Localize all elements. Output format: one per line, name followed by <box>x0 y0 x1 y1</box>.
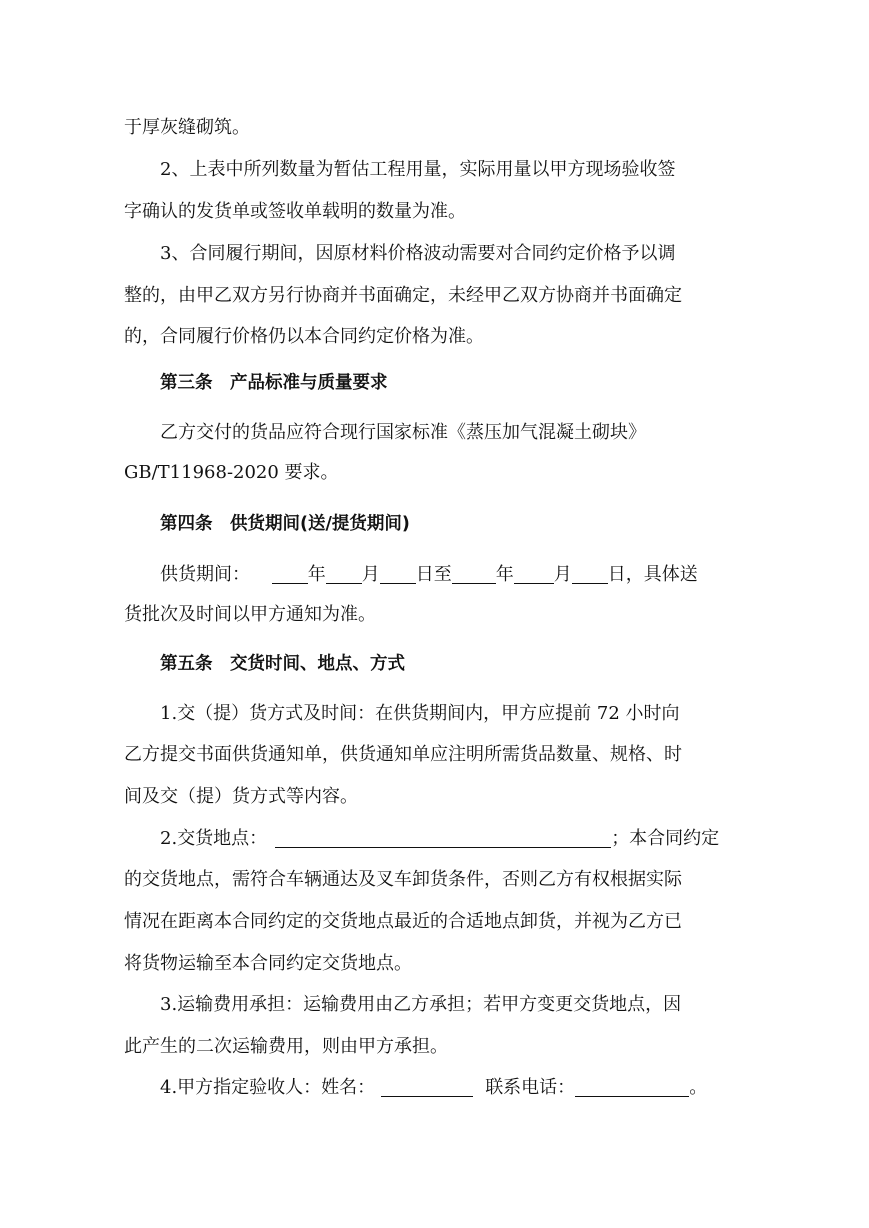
supply-period-label: 供货期间： <box>160 564 250 585</box>
year-unit: 年 <box>307 564 326 585</box>
inspector-line-end: 。 <box>689 1077 708 1098</box>
paragraph-line: 整的，由甲乙双方另行协商并书面确定，未经甲乙双方协商并书面确定 <box>124 285 682 306</box>
month-end-blank <box>514 565 554 584</box>
inspector-name-blank <box>381 1078 473 1097</box>
month-unit: 月 <box>361 564 380 585</box>
inspector-phone-blank <box>575 1078 689 1097</box>
supply-period-line <box>160 564 698 586</box>
delivery-place-line <box>160 828 719 850</box>
day-unit: 日至 <box>415 564 452 585</box>
paragraph-line: 情况在距离本合同约定的交货地点最近的合适地点卸货，并视为乙方已 <box>124 911 682 932</box>
paragraph-line: 乙方交付的货品应符合现行国家标准《蒸压加气混凝土砌块》 <box>160 422 646 443</box>
inspector-name-label: 4.甲方指定验收人：姓名： <box>160 1077 376 1098</box>
paragraph-line: 的，合同履行价格仍以本合同约定价格为准。 <box>124 326 484 347</box>
year-start-blank <box>272 565 308 584</box>
paragraph-line: 3、合同履行期间，因原材料价格波动需要对合同约定价格予以调 <box>160 243 676 264</box>
delivery-place-label: 2.交货地点： <box>160 828 268 849</box>
paragraph-line: 此产生的二次运输费用，则由甲方承担。 <box>124 1036 448 1057</box>
delivery-place-after: ；本合同约定 <box>611 828 720 849</box>
month-start-blank <box>326 565 362 584</box>
paragraph-line: 2、上表中所列数量为暂估工程用量，实际用量以甲方现场验收签 <box>160 159 676 180</box>
paragraph-line: 于厚灰缝砌筑。 <box>124 117 250 138</box>
article-heading-4: 第四条 供货期间(送/提货期间) <box>160 514 410 534</box>
month-unit: 月 <box>553 564 572 585</box>
article-heading-5: 第五条 交货时间、地点、方式 <box>160 654 405 674</box>
day-end-blank <box>572 565 608 584</box>
paragraph-line: 乙方提交书面供货通知单，供货通知单应注明所需货品数量、规格、时 <box>124 744 682 765</box>
inspector-line <box>160 1077 707 1099</box>
paragraph-line: 货批次及时间以甲方通知为准。 <box>124 604 376 625</box>
paragraph-line: 3.运输费用承担：运输费用由乙方承担；若甲方变更交货地点，因 <box>160 994 682 1015</box>
day-start-blank <box>380 565 416 584</box>
inspector-phone-label: 联系电话： <box>485 1077 576 1098</box>
article-heading-3: 第三条 产品标准与质量要求 <box>160 373 388 393</box>
paragraph-line: 1.交（提）货方式及时间：在供货期间内，甲方应提前 72 小时向 <box>160 703 680 724</box>
delivery-place-blank <box>275 829 611 848</box>
paragraph-line: 间及交（提）货方式等内容。 <box>124 786 358 807</box>
paragraph-line: 将货物运输至本合同约定交货地点。 <box>124 953 412 974</box>
paragraph-line: GB/T11968-2020 要求。 <box>124 462 339 483</box>
paragraph-line: 字确认的发货单或签收单载明的数量为准。 <box>124 201 466 222</box>
year-unit: 年 <box>495 564 514 585</box>
year-end-blank <box>452 565 496 584</box>
paragraph-line: 的交货地点，需符合车辆通达及叉车卸货条件，否则乙方有权根据实际 <box>124 869 682 890</box>
day-unit: 日，具体送 <box>607 564 698 585</box>
